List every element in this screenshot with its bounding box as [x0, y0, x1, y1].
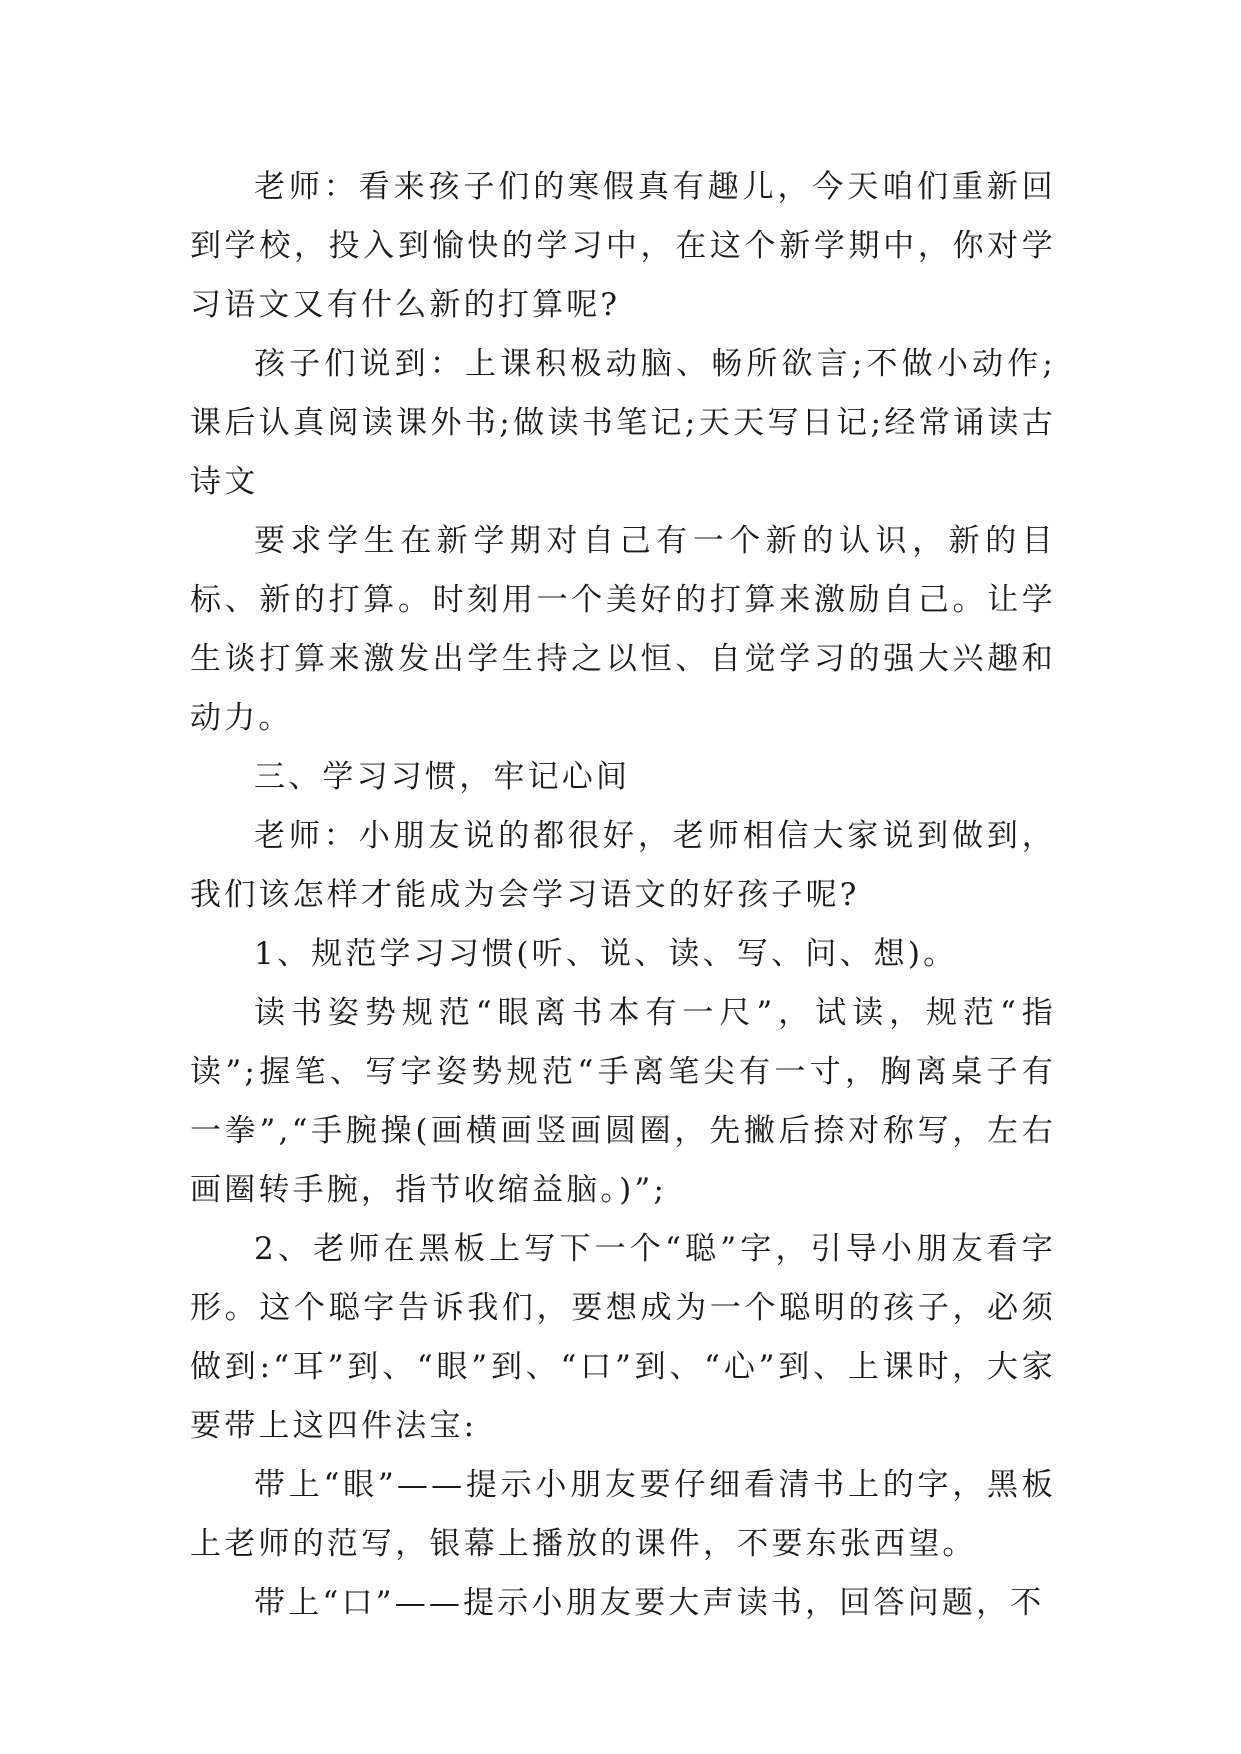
list-item: 2、老师在黑板上写下一个“聪”字，引导小朋友看字形。这个聪字告诉我们，要想成为一个聪明的孩子，必须做到:“耳”到、“眼”到、“口”到、“心”到、上课时，大家要带上这四件法宝:	[190, 1231, 1056, 1444]
paragraph: 带上“眼”——提示小朋友要仔细看清书上的字，黑板上老师的范写，银幕上播放的课件，不要东张西望。	[190, 1467, 1056, 1562]
paragraph: 老师：小朋友说的都很好，老师相信大家说到做到，我们该怎样才能成为会学习语文的好孩子呢?	[190, 818, 1056, 913]
paragraph: 孩子们说到：上课积极动脑、畅所欲言;不做小动作;课后认真阅读课外书;做读书笔记;天天写日记;经常诵读古诗文	[190, 346, 1056, 500]
paragraph: 读书姿势规范“眼离书本有一尺”，试读，规范“指读”;握笔、写字姿势规范“手离笔尖有一寸，胸离桌子有一拳”,“手腕操(画横画竖画圆圈，先撇后捺对称写，左右画圈转手腕，指节收缩益脑。)”;	[190, 995, 1056, 1208]
list-item: 1、规范学习习惯(听、说、读、写、问、想)。	[254, 936, 958, 972]
paragraph: 带上“口”——提示小朋友要大声读书，回答问题，不	[254, 1585, 1045, 1621]
document-page	[190, 158, 1056, 1633]
section-heading: 三、学习习惯，牢记心间	[254, 759, 631, 795]
paragraph: 要求学生在新学期对自己有一个新的认识，新的目标、新的打算。时刻用一个美好的打算来激励自己。让学生谈打算来激发出学生持之以恒、自觉学习的强大兴趣和动力。	[190, 523, 1056, 736]
paragraph: 老师：看来孩子们的寒假真有趣儿，今天咱们重新回到学校，投入到愉快的学习中，在这个新学期中，你对学习语文又有什么新的打算呢?	[190, 169, 1056, 323]
